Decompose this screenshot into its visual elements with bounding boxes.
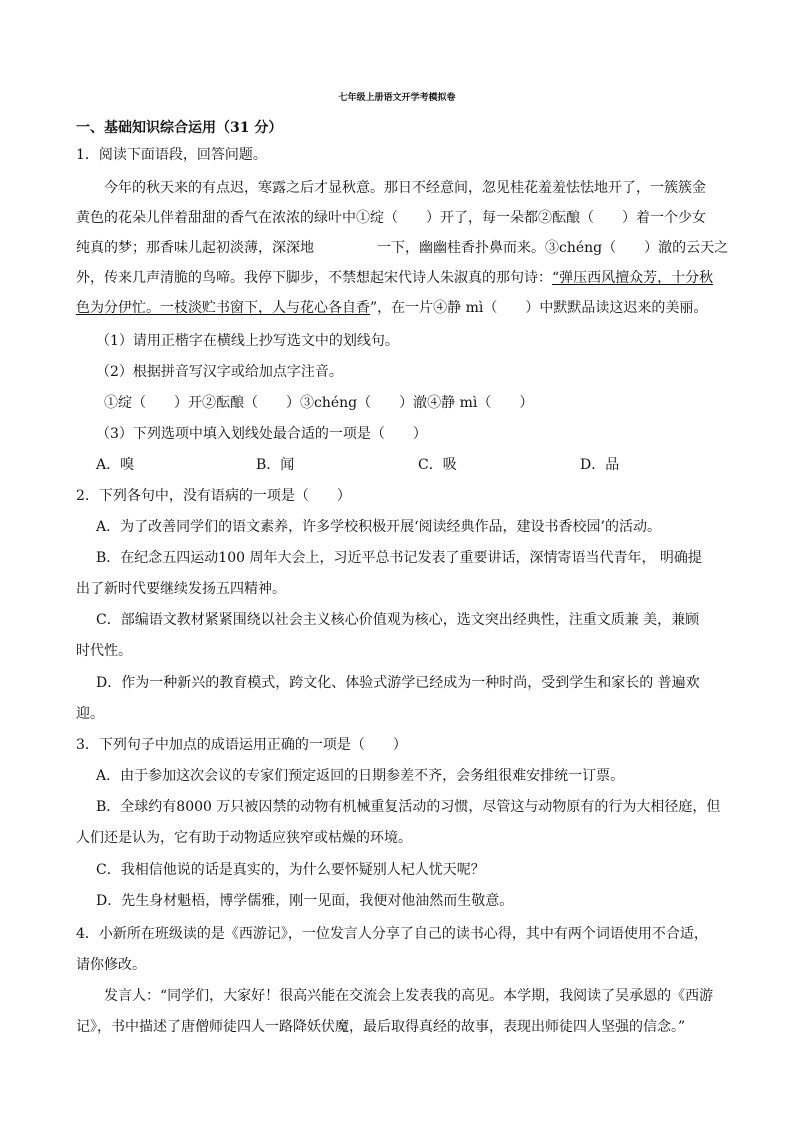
underlined-poem-part-1: “弹压西风擅众芳，十分秋 [552,270,714,286]
passage-line-3-end: 一下，幽幽桂香扑鼻而来。③chéng（ ）澈的云天之 [377,240,729,256]
pinyin-answer-line: ①绽（ ）开②酝酿（ ）③chéng（ ）澈④静 mì（ ） [104,395,534,411]
page-title: 七年级上册语文开学考模拟卷 [338,93,456,103]
underlined-poem-part-2: 色为分伊忙。一枝淡贮书窗下，人与花心各自香 [76,300,370,316]
q2-option-a: A．为了改善同学们的语文素养，许多学校积极开展‘阅读经典作品，建设书香校园’的活动。 [96,519,662,535]
q3-option-c: C．我相信他说的话是真实的，为什么要怀疑别人杞人忧天呢？ [96,862,485,878]
subquestion-1: （1）请用正楷字在横线上抄写选文中的划线句。 [96,333,399,349]
passage-line-3-start: 纯真的梦；那香味儿起初淡薄，深深地 [76,240,314,256]
question-2-heading: 2．下列各句中，没有语病的一项是（ ） [76,488,351,504]
q3-option-d: D．先生身材魁梧，博学儒雅，刚一见面，我便对他油然而生敬意。 [96,893,514,909]
q3-option-b-line-2: 人们还是认为，它有助于动物适应狭窄或枯燥的环境。 [76,830,412,846]
passage-line-5 [76,298,707,318]
passage-line-2: 黄色的花朵儿伴着甜甜的香气在浓浓的绿叶中①绽（ ）开了，每一朵都②酝酿（ ）着一个少女 [76,210,706,226]
q4-speech-line-1: 发言人：“同学们，大家好！很高兴能在交流会上发表我的高见。本学期，我阅读了吴承恩的《西游 [104,988,714,1004]
question-4-heading-line-1: 4．小新所在班级读的是《西游记》，一位发言人分享了自己的读书心得，其中有两个词语使用不合适， [76,926,708,942]
q2-option-c-line-2: 时代性。 [76,643,132,659]
q3-option-a: A．由于参加这次会议的专家们预定返回的日期参差不齐，会务组很难安排统一订票。 [96,768,625,784]
passage-line-5-text: ”，在一片④静 mì（ ）中默默品读这迟来的美丽。 [370,300,708,316]
q4-speech-line-2: 记》，书中描述了唐僧师徒四人一路降妖伏魔，最后取得真经的故事，表现出师徒四人坚强的信念。” [76,1019,686,1035]
subquestion-3: （3）下列选项中填入划线处最合适的一项是（ ） [96,426,427,442]
question-3-heading: 3．下列句子中加点的成语运用正确的一项是（ ） [76,737,407,753]
q2-option-c-line-1: C．部编语文教材紧紧围绕以社会主义核心价值观为核心，选文突出经典性，注重文质兼 美，兼顾 [96,612,700,628]
option-d: D．品 [580,457,620,473]
subquestion-2: （2）根据拼音写汉字或给加点字注音。 [96,364,343,380]
passage-line-4-text: 外，传来几声清脆的鸟啼。我停下脚步，不禁想起宋代诗人朱淑真的那句诗： [76,270,552,286]
passage-line-4 [76,268,713,288]
option-b: B．闻 [256,457,295,473]
q3-option-b-line-1: B．全球约有8000 万只被囚禁的动物有机械重复活动的习惯，尽管这与动物原有的行为大相径庭，但 [96,799,721,815]
section-heading: 一、基础知识综合运用（31 分） [76,120,283,136]
question-1-heading: 1．阅读下面语段，回答问题。 [76,147,267,163]
q2-option-b-line-1: B．在纪念五四运动100 周年大会上，习近平总书记发表了重要讲话，深情寄语当代青年， 明确提 [96,550,702,566]
q2-option-d-line-1: D．作为一种新兴的教育模式，跨文化、体验式游学已经成为一种时尚，受到学生和家长的 普遍欢 [96,675,700,691]
passage-line-1: 今年的秋天来的有点迟，寒露之后才显秋意。那日不经意间，忽见桂花羞羞怯怯地开了，一簇簇金 [104,180,706,196]
option-a: A．嗅 [96,457,135,473]
option-c: C．吸 [418,457,457,473]
q2-option-d-line-2: 迎。 [76,706,104,722]
q2-option-b-line-2: 出了新时代要继续发扬五四精神。 [76,581,286,597]
passage-line-3 [76,238,728,258]
question-4-heading-line-2: 请你修改。 [76,957,146,973]
